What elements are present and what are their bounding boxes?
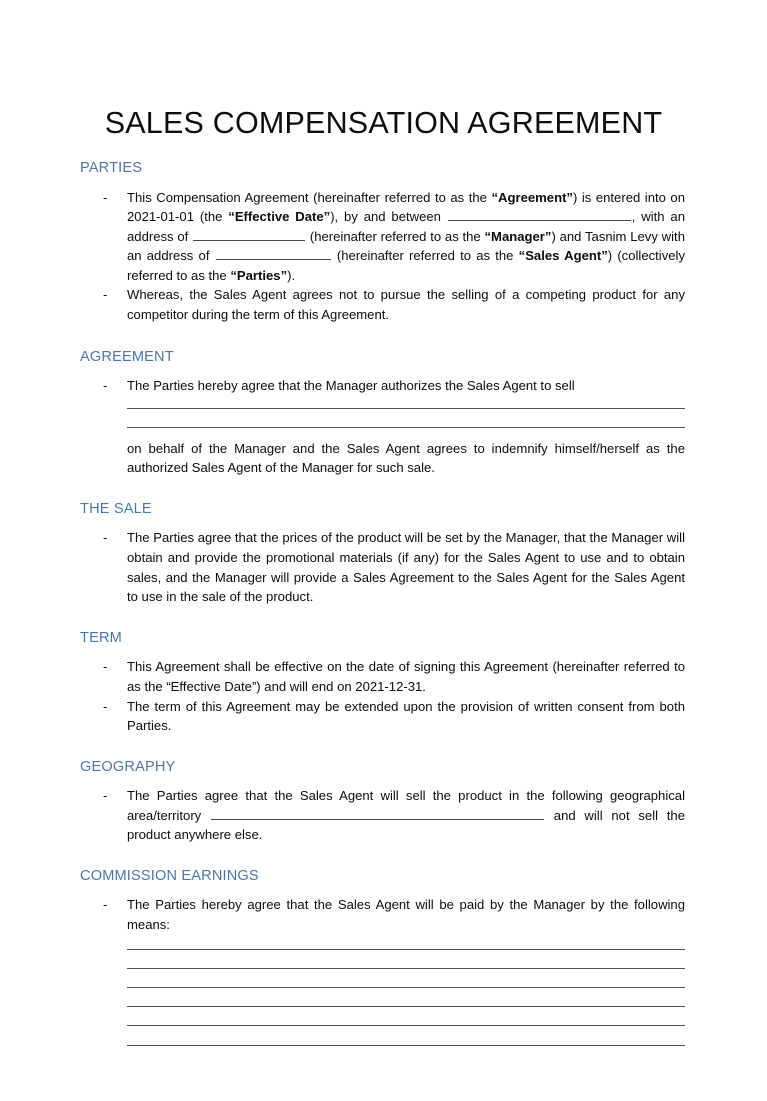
term-effective-date: “Effective Date” xyxy=(228,209,331,225)
document-body xyxy=(80,160,685,1046)
section-heading-the-sale: THE SALE xyxy=(80,500,152,517)
section-commission-earnings xyxy=(80,868,685,1046)
blank-line[interactable] xyxy=(127,427,685,428)
parties-bullet-list xyxy=(80,188,685,325)
term-b1-post: . xyxy=(422,678,426,694)
section-geography xyxy=(80,759,685,845)
term-b1-pre: This Agreement shall be effective on the date of signing this Agreement (hereinafter referred to as the “Effective Date”) and will end on xyxy=(127,659,685,694)
geography-bullet-list xyxy=(80,786,685,845)
blank-line[interactable] xyxy=(127,968,685,969)
page-title: SALES COMPENSATION AGREEMENT xyxy=(104,106,663,141)
agreement-bullet-list xyxy=(80,376,685,478)
effective-date-value: 2021-01-01 xyxy=(127,209,194,225)
blank-line[interactable] xyxy=(127,1025,685,1026)
term-manager: “Manager” xyxy=(484,228,552,244)
section-heading-term: TERM xyxy=(80,629,122,646)
parties-bullet-2: - Whereas, the Sales Agent agrees not to pursue the selling of a competing product for any competitor during the term of this Agreement. xyxy=(80,285,685,324)
sales-agent-name: Tasnim Levy xyxy=(584,228,658,244)
commission-bullet-1: - The Parties hereby agree that the Sales Agent will be paid by the Manager by the following means: xyxy=(80,895,685,934)
parties-bullet-1 xyxy=(80,188,685,286)
blank-line[interactable] xyxy=(127,949,685,950)
parties-b1-t3: (the xyxy=(193,209,229,225)
section-heading-commission-earnings: COMMISSION EARNINGS xyxy=(80,867,259,884)
term-bullet-1 xyxy=(80,657,685,696)
section-the-sale xyxy=(80,501,685,607)
parties-b1-t2: ) is entered into on xyxy=(572,189,685,205)
term-bullet-list xyxy=(80,657,685,735)
parties-b1-t5: , with an address of xyxy=(127,209,685,244)
commission-bullet-list xyxy=(80,895,685,934)
term-agreement: “Agreement” xyxy=(491,189,573,205)
parties-b1-t8: with an address of xyxy=(127,228,685,264)
commission-blank-lines xyxy=(127,949,685,1046)
blank-field-agent-address[interactable] xyxy=(216,247,331,260)
the-sale-bullet-1: - The Parties agree that the prices of the product will be set by the Manager, that the Manager will obtain and provide the promotional materials (if any) for the Sales Agent to use and to obtain sales, and the Manager will provide a Sales Agreement to the Sales Agent for the Sales Agent to use in the sale of the product. xyxy=(80,528,685,606)
parties-b1-t6: (hereinafter referred to as the xyxy=(306,228,485,244)
geography-bullet-1 xyxy=(80,786,685,845)
end-date-value: 2021-12-31 xyxy=(355,678,423,694)
the-sale-bullet-list xyxy=(80,528,685,606)
geography-b1-post: and will not sell the product anywhere else. xyxy=(127,807,686,843)
section-heading-geography: GEOGRAPHY xyxy=(80,758,176,775)
parties-b1-t1: This Compensation Agreement (hereinafter referred to as the xyxy=(127,189,492,205)
section-heading-agreement: AGREEMENT xyxy=(80,348,174,365)
section-term xyxy=(80,630,685,736)
parties-b1-t9: (hereinafter referred to as the xyxy=(331,248,519,264)
agreement-blank-lines xyxy=(127,408,685,428)
agreement-lead-text: The Parties hereby agree that the Manager authorizes the Sales Agent to sell xyxy=(127,378,575,394)
blank-line[interactable] xyxy=(127,1045,685,1046)
agreement-tail-text: on behalf of the Manager and the Sales Agent agrees to indemnify himself/herself as the authorized Sales Agent of the Manager for such sale. xyxy=(127,440,685,476)
term-parties: “Parties” xyxy=(230,267,288,283)
section-agreement xyxy=(80,349,685,478)
blank-line[interactable] xyxy=(127,987,685,988)
blank-field-territory[interactable] xyxy=(211,807,544,820)
section-parties xyxy=(80,160,685,325)
agreement-bullet-1 xyxy=(80,376,685,478)
parties-b1-t10: ) (collectively referred to as the xyxy=(127,248,685,283)
blank-line[interactable] xyxy=(127,408,685,409)
blank-field-manager-address[interactable] xyxy=(193,228,305,241)
section-heading-parties: PARTIES xyxy=(80,160,143,176)
geography-b1-pre: The Parties agree that the Sales Agent will sell the product in the following geographical area/territory xyxy=(127,788,685,823)
parties-b1-t7: ) and xyxy=(551,228,585,244)
blank-field-between-party[interactable] xyxy=(448,208,631,221)
term-bullet-2: - The term of this Agreement may be extended upon the provision of written consent from both Parties. xyxy=(80,697,685,736)
blank-line[interactable] xyxy=(127,1006,685,1007)
parties-b1-t4: ), by and between xyxy=(330,209,447,225)
parties-b1-t11: ). xyxy=(287,267,296,283)
term-sales-agent: “Sales Agent” xyxy=(518,248,608,264)
